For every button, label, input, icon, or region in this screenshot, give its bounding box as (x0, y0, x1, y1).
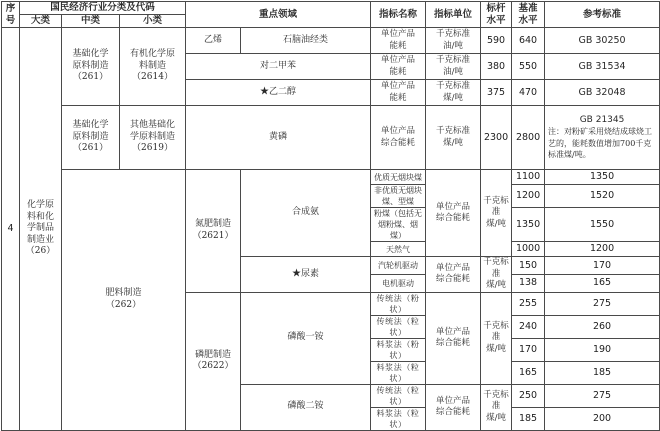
table-row-phosphorus (2, 106, 660, 170)
benchmark-value: 240 (512, 315, 545, 338)
minor-class-organic: 有机化学原 料制造 （2614） (120, 28, 186, 106)
map-sub-label: 传统法（粒状） (371, 315, 426, 338)
indicator-name: 单位产品 综合能耗 (426, 384, 481, 430)
baseline-value: 1520 (545, 185, 660, 208)
reference-standard: GB 21345 (579, 115, 625, 126)
benchmark-value: 185 (512, 407, 545, 430)
header-benchmark: 标杆 水平 (481, 2, 512, 28)
ammonia-sub-label: 非优质无烟块煤、型煤 (371, 185, 426, 208)
header-medium: 中类 (62, 15, 120, 28)
medium-class-fertilizer: 肥料制造 （262） (62, 170, 186, 431)
indicator-name: 单位产品 能耗 (371, 28, 426, 54)
major-class: 化学原 料和化 学制品 制造业 （26） (20, 28, 62, 431)
baseline-value: 190 (545, 338, 660, 361)
benchmark-value: 165 (512, 361, 545, 384)
header-field: 重点领域 (186, 2, 371, 28)
field-ethylene: 乙烯 (186, 28, 241, 54)
ammonia-sub-label: 天然气 (371, 242, 426, 257)
indicator-name: 单位产品 综合能耗 (426, 257, 481, 293)
field-dap: 磷酸二铵 (241, 384, 371, 430)
indicator-unit: 千克标准 煤/吨 (481, 257, 512, 293)
baseline-value: 165 (545, 274, 660, 292)
benchmark-value: 138 (512, 274, 545, 292)
benchmark-value: 250 (512, 384, 545, 407)
header-indicator-name: 指标名称 (371, 2, 426, 28)
map-sub-label: 料浆法（粉状） (371, 338, 426, 361)
field-ethylene-sub: 石脑油经类 (241, 28, 371, 54)
baseline-value: 1350 (545, 170, 660, 185)
ammonia-sub-label: 优质无烟块煤 (371, 170, 426, 185)
benchmark-value: 255 (512, 292, 545, 315)
benchmark-value: 1000 (512, 242, 545, 257)
medium-class-basic-1: 基础化学 原料制造 （261） (62, 28, 120, 106)
baseline-value: 1550 (545, 208, 660, 242)
indicator-unit: 千克标准 煤/吨 (481, 384, 512, 430)
benchmark-value: 150 (512, 257, 545, 275)
dap-sub-label: 传统法（粒状） (371, 384, 426, 407)
header-seq: 序 号 (2, 2, 20, 28)
header-major: 大类 (20, 15, 62, 28)
baseline-value: 1200 (545, 242, 660, 257)
reference-standard: GB 32048 (545, 80, 660, 106)
field-map: 磷酸一铵 (241, 292, 371, 384)
minor-class-phosphate: 磷肥制造 （2622） (186, 292, 241, 430)
baseline-value: 640 (512, 28, 545, 54)
field-eglycol: ★乙二醇 (186, 80, 371, 106)
baseline-value: 260 (545, 315, 660, 338)
reference-standard-with-note (545, 106, 660, 170)
baseline-value: 2800 (512, 106, 545, 170)
header-minor: 小类 (120, 15, 186, 28)
field-urea: ★尿素 (241, 257, 371, 293)
indicator-unit: 千克标准 煤/吨 (481, 170, 512, 257)
benchmark-value: 170 (512, 338, 545, 361)
indicator-name: 单位产品 能耗 (371, 54, 426, 80)
benchmark-value: 2300 (481, 106, 512, 170)
minor-class-other: 其他基础化 学原料制造 （2619） (120, 106, 186, 170)
header-indicator-unit: 指标单位 (426, 2, 481, 28)
header-baseline: 基准 水平 (512, 2, 545, 28)
indicator-name: 单位产品 综合能耗 (371, 106, 426, 170)
benchmark-value: 1200 (512, 185, 545, 208)
baseline-value: 550 (512, 54, 545, 80)
urea-sub-label: 汽轮机驱动 (371, 257, 426, 275)
indicator-unit: 千克标准 煤/吨 (481, 292, 512, 384)
energy-benchmark-table (1, 1, 660, 431)
indicator-name: 单位产品 能耗 (371, 80, 426, 106)
benchmark-value: 590 (481, 28, 512, 54)
map-sub-label: 料浆法（粒状） (371, 361, 426, 384)
reference-standard: GB 31534 (545, 54, 660, 80)
dap-sub-label: 料浆法（粒状） (371, 407, 426, 430)
table-row-ethylene (2, 28, 660, 54)
benchmark-value: 375 (481, 80, 512, 106)
benchmark-value: 1350 (512, 208, 545, 242)
indicator-unit: 千克标准 油/吨 (426, 54, 481, 80)
indicator-unit: 千克标准 煤/吨 (426, 80, 481, 106)
baseline-value: 275 (545, 384, 660, 407)
baseline-value: 185 (545, 361, 660, 384)
map-sub-label: 传统法（粉状） (371, 292, 426, 315)
urea-sub-label: 电机驱动 (371, 274, 426, 292)
baseline-value: 275 (545, 292, 660, 315)
field-phosphorus: 黄磷 (186, 106, 371, 170)
header-row-1 (2, 2, 660, 15)
indicator-name: 单位产品 综合能耗 (426, 292, 481, 384)
benchmark-value: 1100 (512, 170, 545, 185)
reference-standard: GB 30250 (545, 28, 660, 54)
field-pxylene: 对二甲苯 (186, 54, 371, 80)
indicator-name: 单位产品 综合能耗 (426, 170, 481, 257)
medium-class-basic-2: 基础化学 原料制造 （261） (62, 106, 120, 170)
field-ammonia: 合成氨 (241, 170, 371, 257)
baseline-value: 470 (512, 80, 545, 106)
table-row-ammonia-1 (2, 170, 660, 185)
indicator-unit: 千克标准 煤/吨 (426, 106, 481, 170)
minor-class-nitrogen: 氮肥制造 （2621） (186, 170, 241, 293)
header-ref-std: 参考标准 (545, 2, 660, 28)
seq-number: 4 (2, 28, 20, 431)
benchmark-value: 380 (481, 54, 512, 80)
baseline-value: 200 (545, 407, 660, 430)
ammonia-sub-label: 粉煤（包括无烟粉煤、烟煤） (371, 208, 426, 242)
baseline-value: 170 (545, 257, 660, 275)
header-classification: 国民经济行业分类及代码 (20, 2, 186, 15)
reference-note: 注：对粉矿采用烧结成球烧工艺的，能耗数值增加700千克标准煤/吨。 (548, 127, 653, 159)
indicator-unit: 千克标准 油/吨 (426, 28, 481, 54)
